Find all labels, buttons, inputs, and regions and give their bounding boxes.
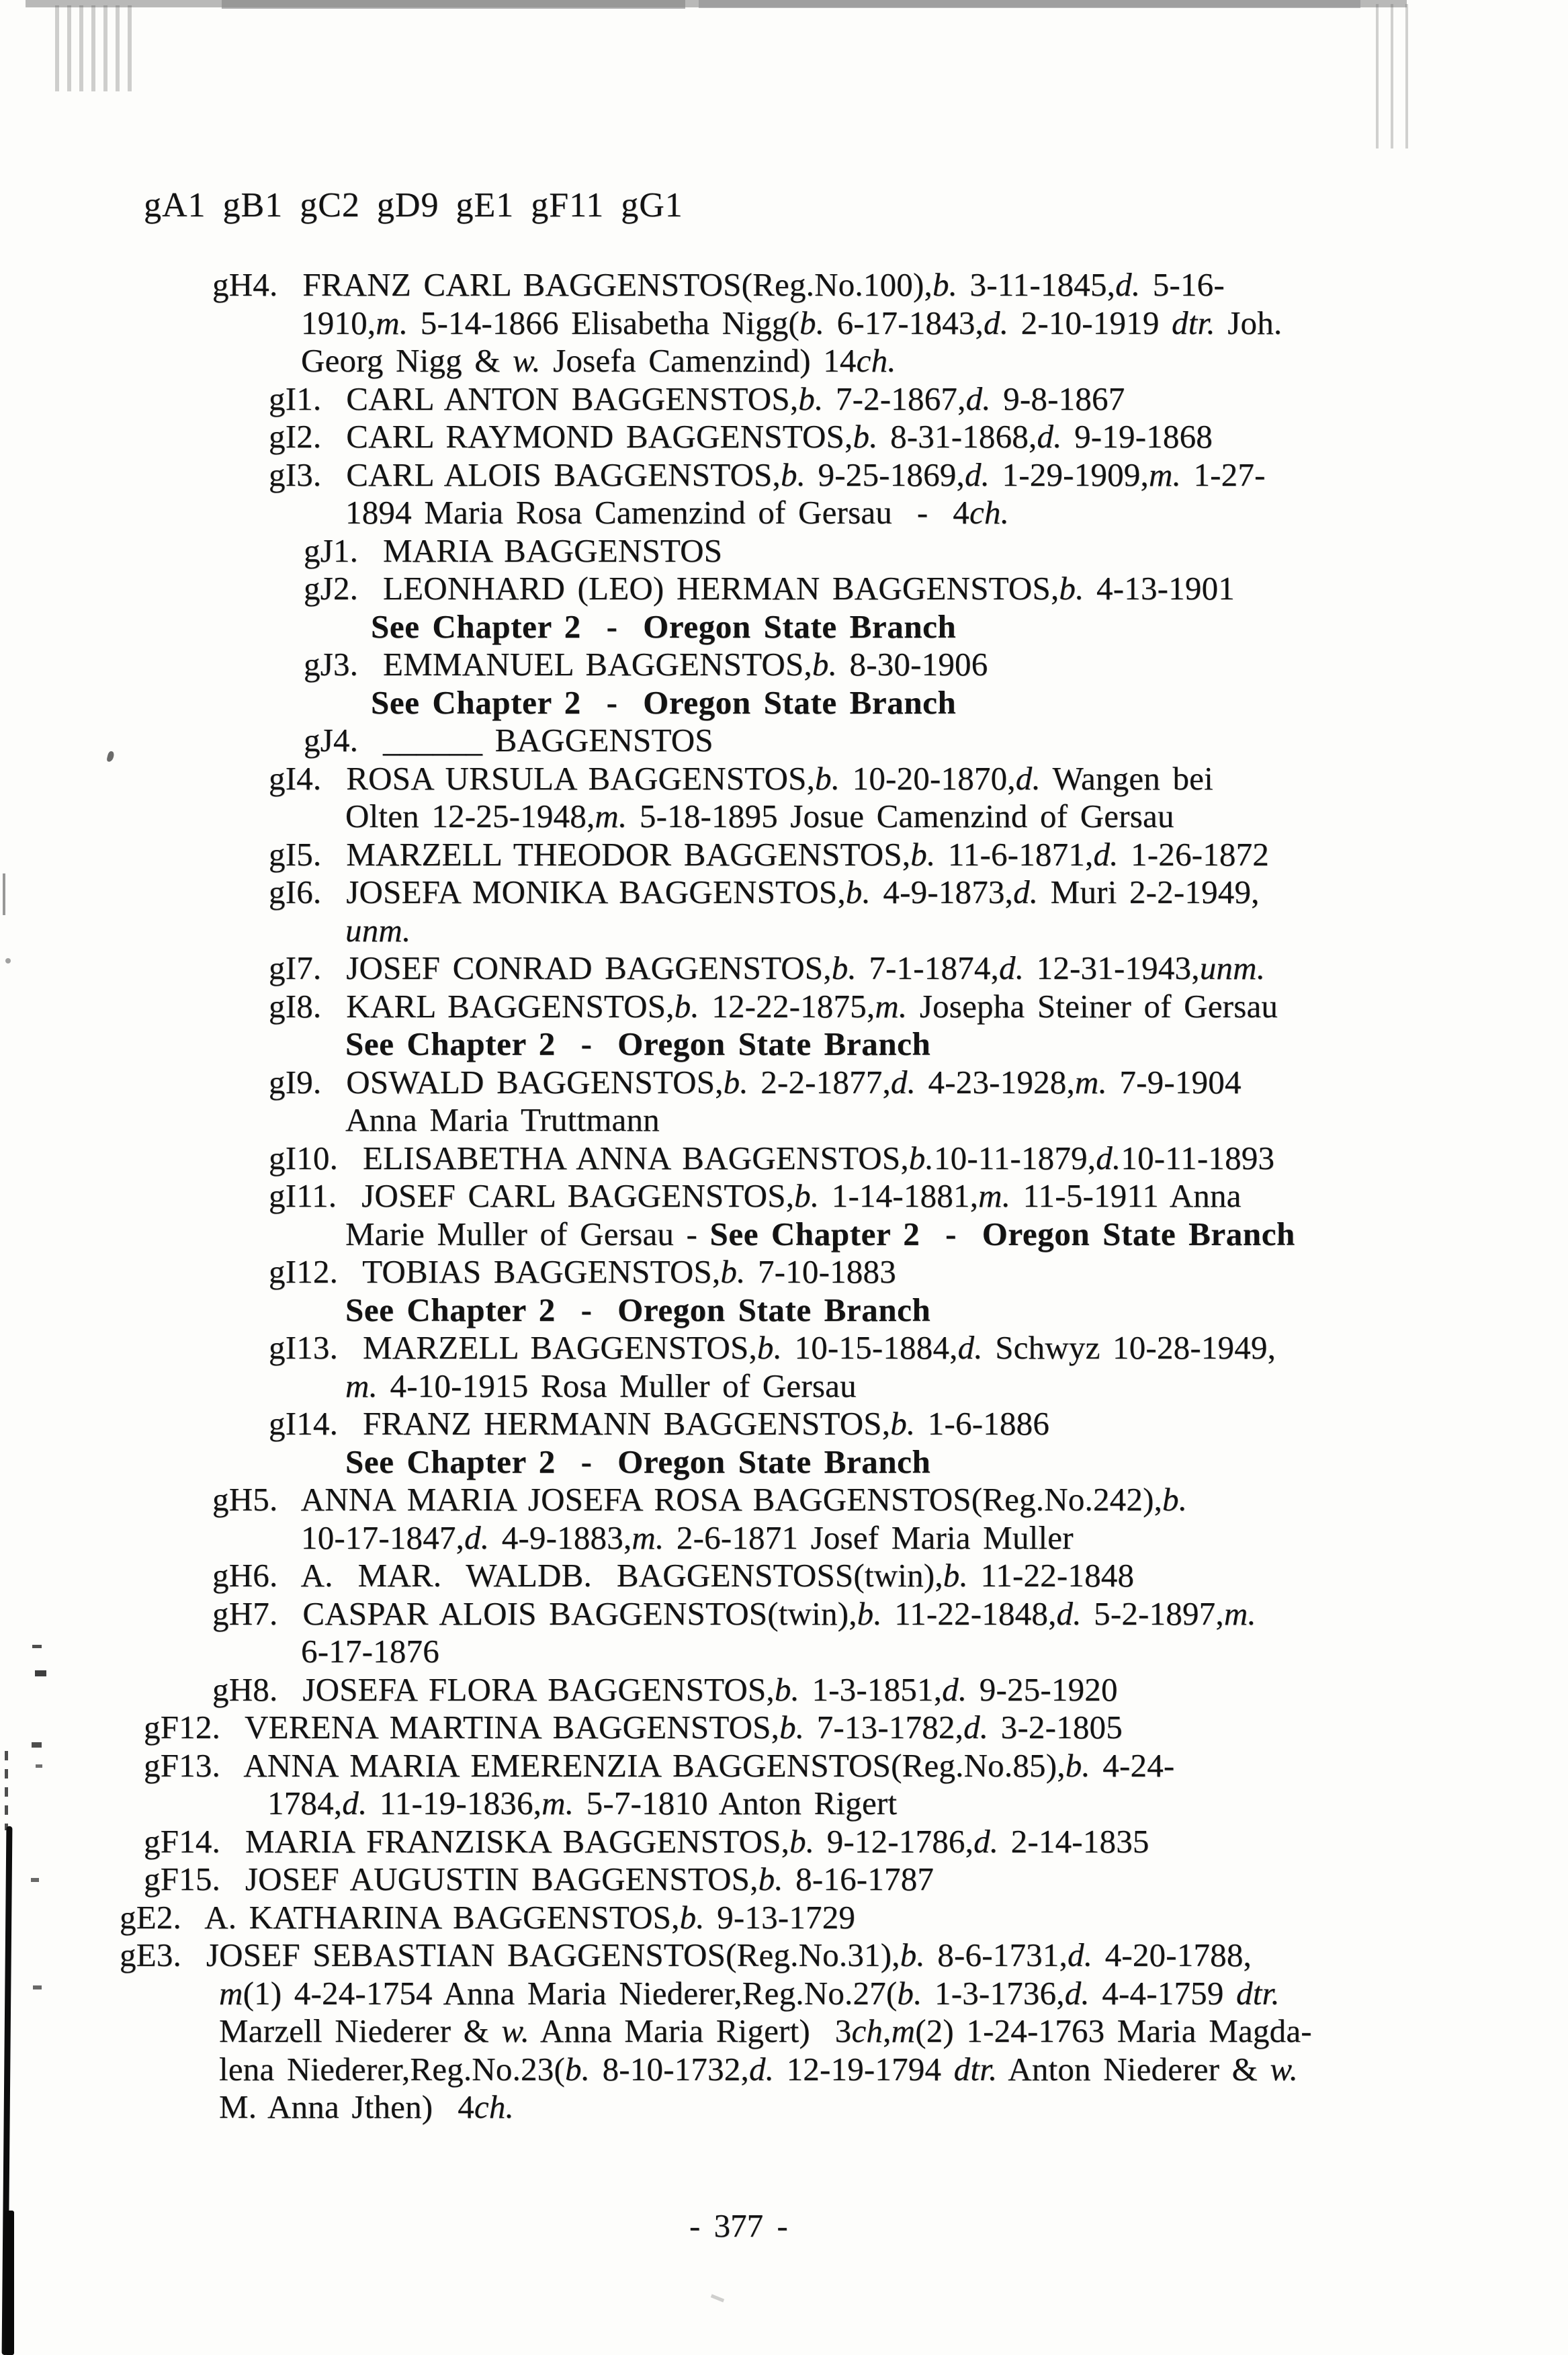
scan-artifact-top-band — [26, 0, 1407, 7]
entry-gH8 — [0, 1671, 1568, 1709]
entry-line-continuation: 10-17-1847,d. 4-9-1883,m. 2-6-1871 Josef Maria Muller — [301, 1518, 1074, 1556]
entry-line: gI5. MARZELL THEODOR BAGGENSTOS,b. 11-6-1871,d. 1-26-1872 — [269, 835, 1269, 873]
entry-line: gH5. ANNA MARIA JOSEFA ROSA BAGGENSTOS(Reg.No.242),b. — [212, 1481, 1188, 1518]
entry-line: gI7. JOSEF CONRAD BAGGENSTOS,b. 7-1-1874,d. 12-31-1943,unm. — [269, 949, 1266, 986]
entry-gI4 — [0, 760, 1568, 836]
entry-gF15 — [0, 1860, 1568, 1899]
entry-gJ1 — [0, 532, 1568, 570]
entry-gI2 — [0, 418, 1568, 456]
entry-gI10 — [0, 1140, 1568, 1178]
entry-line: gI2. CARL RAYMOND BAGGENSTOS,b. 8-31-1868,d. 9-19-1868 — [269, 418, 1213, 455]
entry-gI1 — [0, 380, 1568, 419]
entry-gI12 — [0, 1253, 1568, 1329]
entry-gI5 — [0, 836, 1568, 874]
entry-gI13 — [0, 1329, 1568, 1405]
scan-artifact-top-right-streaks — [1376, 4, 1408, 148]
entry-line-continuation: 1894 Maria Rosa Camenzind of Gersau - 4ch. — [345, 494, 1010, 531]
entry-line-continuation: Georg Nigg & w. Josefa Camenzind) 14ch. — [301, 342, 896, 379]
entry-line: gI11. JOSEF CARL BAGGENSTOS,b. 1-14-1881,m. 11-5-1911 Anna — [269, 1177, 1242, 1214]
entry-line: gH6. A. MAR. WALDB. BAGGENSTOSS(twin),b. 11-22-1848 — [212, 1557, 1135, 1594]
entry-gI7 — [0, 949, 1568, 988]
entry-gI3 — [0, 456, 1568, 532]
entry-gH6 — [0, 1557, 1568, 1595]
entry-line: gE2. A. KATHARINA BAGGENSTOS,b. 9-13-1729 — [120, 1898, 856, 1936]
entry-gI11 — [0, 1177, 1568, 1253]
entry-line: gI3. CARL ALOIS BAGGENSTOS,b. 9-25-1869,d. 1-29-1909,m. 1-27- — [269, 456, 1266, 493]
entry-gJ4 — [0, 722, 1568, 760]
lineage-code-header: gA1 gB1 gC2 gD9 gE1 gF11 gG1 — [144, 186, 683, 224]
genealogy-list — [0, 266, 1568, 2127]
entry-line-continuation: See Chapter 2 - Oregon State Branch — [345, 1443, 931, 1480]
scan-artifact-top-left-smudge — [55, 5, 136, 91]
entry-line: gH4. FRANZ CARL BAGGENSTOS(Reg.No.100),b. 3-11-1845,d. 5-16- — [212, 266, 1225, 303]
entry-line: gI12. TOBIAS BAGGENSTOS,b. 7-10-1883 — [269, 1253, 896, 1290]
entry-line-continuation: unm. — [345, 911, 411, 949]
entry-line: gH8. JOSEFA FLORA BAGGENSTOS,b. 1-3-1851,d. 9-25-1920 — [212, 1670, 1118, 1708]
entry-line: gJ3. EMMANUEL BAGGENSTOS,b. 8-30-1906 — [304, 646, 988, 683]
entry-line: gF12. VERENA MARTINA BAGGENSTOS,b. 7-13-1782,d. 3-2-1805 — [144, 1709, 1123, 1746]
entry-line: gI1. CARL ANTON BAGGENSTOS,b. 7-2-1867,d. 9-8-1867 — [269, 380, 1125, 417]
entry-line: gI10. ELISABETHA ANNA BAGGENSTOS,b.10-11-1879,d.10-11-1893 — [269, 1139, 1275, 1176]
entry-gJ3 — [0, 646, 1568, 722]
entry-line: gI4. ROSA URSULA BAGGENSTOS,b. 10-20-1870,d. Wangen bei — [269, 759, 1213, 797]
entry-line-continuation: M. Anna Jthen) 4ch. — [219, 2088, 515, 2125]
entry-line-continuation: Marzell Niederer & w. Anna Maria Rigert) 3ch,m(2) 1-24-1763 Maria Magda- — [219, 2012, 1312, 2049]
scan-artifact-top-band-dark2 — [699, 0, 1360, 8]
entry-gI9 — [0, 1064, 1568, 1140]
entry-gF12 — [0, 1709, 1568, 1747]
entry-gH7 — [0, 1595, 1568, 1671]
entry-gH4 — [0, 266, 1568, 380]
entry-gI6 — [0, 873, 1568, 949]
entry-line: gF13. ANNA MARIA EMERENZIA BAGGENSTOS(Reg.No.85),b. 4-24- — [144, 1746, 1175, 1784]
entry-line-continuation: 1784,d. 11-19-1836,m. 5-7-1810 Anton Rigert — [267, 1785, 898, 1822]
entry-gJ2 — [0, 570, 1568, 646]
entry-line: gI14. FRANZ HERMANN BAGGENSTOS,b. 1-6-1886 — [269, 1405, 1050, 1442]
scan-artifact-top-band-dark — [222, 0, 685, 9]
entry-line: gH7. CASPAR ALOIS BAGGENSTOS(twin),b. 11-22-1848,d. 5-2-1897,m. — [212, 1594, 1256, 1632]
entry-line: gI8. KARL BAGGENSTOS,b. 12-22-1875,m. Josepha Steiner of Gersau — [269, 987, 1278, 1025]
entry-line: gI13. MARZELL BAGGENSTOS,b. 10-15-1884,d. Schwyz 10-28-1949, — [269, 1329, 1276, 1366]
page-number: - 377 - — [689, 2207, 788, 2244]
entry-line-continuation: m(1) 4-24-1754 Anna Maria Niederer,Reg.No.27(b. 1-3-1736,d. 4-4-1759 dtr. — [219, 1974, 1280, 2012]
entry-line-continuation: Marie Muller of Gersau - See Chapter 2 - Oregon State Branch — [345, 1215, 1295, 1252]
entry-line-continuation: m. 4-10-1915 Rosa Muller of Gersau — [345, 1367, 857, 1404]
scan-artifact-binding-line-foot — [5, 2211, 14, 2355]
entry-line: gJ2. LEONHARD (LEO) HERMAN BAGGENSTOS,b. 4-13-1901 — [304, 570, 1235, 607]
entry-gH5 — [0, 1481, 1568, 1557]
entry-gF13 — [0, 1747, 1568, 1823]
entry-gF14 — [0, 1823, 1568, 1861]
entry-line: gF14. MARIA FRANZISKA BAGGENSTOS,b. 9-12-1786,d. 2-14-1835 — [144, 1822, 1149, 1860]
scan-artifact-foot-smudge — [711, 2294, 724, 2302]
entry-line-continuation: See Chapter 2 - Oregon State Branch — [345, 1025, 931, 1062]
entry-line-continuation: Anna Maria Truttmann — [345, 1101, 660, 1138]
entry-line: gI6. JOSEFA MONIKA BAGGENSTOS,b. 4-9-1873,d. Muri 2-2-1949, — [269, 873, 1260, 910]
entry-line: gE3. JOSEF SEBASTIAN BAGGENSTOS(Reg.No.31),b. 8-6-1731,d. 4-20-1788, — [120, 1936, 1252, 1973]
entry-gE3 — [0, 1936, 1568, 2127]
entry-line: gF15. JOSEF AUGUSTIN BAGGENSTOS,b. 8-16-1787 — [144, 1860, 934, 1897]
entry-line-continuation: lena Niederer,Reg.No.23(b. 8-10-1732,d. 12-19-1794 dtr. Anton Niederer & w. — [219, 2050, 1299, 2088]
entry-line-continuation: 1910,m. 5-14-1866 Elisabetha Nigg(b. 6-17-1843,d. 2-10-1919 dtr. Joh. — [301, 304, 1282, 341]
entry-line: gJ1. MARIA BAGGENSTOS — [304, 531, 723, 569]
entry-line-continuation: See Chapter 2 - Oregon State Branch — [371, 607, 957, 645]
entry-line-continuation: See Chapter 2 - Oregon State Branch — [345, 1291, 931, 1328]
entry-line-continuation: Olten 12-25-1948,m. 5-18-1895 Josue Camenzind of Gersau — [345, 798, 1174, 834]
entry-line: gI9. OSWALD BAGGENSTOS,b. 2-2-1877,d. 4-23-1928,m. 7-9-1904 — [269, 1063, 1242, 1101]
entry-gI8 — [0, 988, 1568, 1064]
entry-line-continuation: See Chapter 2 - Oregon State Branch — [371, 683, 957, 721]
entry-line-continuation: 6-17-1876 — [301, 1633, 439, 1670]
entry-gE2 — [0, 1899, 1568, 1937]
entry-gI14 — [0, 1405, 1568, 1481]
entry-line: gJ4. ______ BAGGENSTOS — [304, 722, 713, 759]
